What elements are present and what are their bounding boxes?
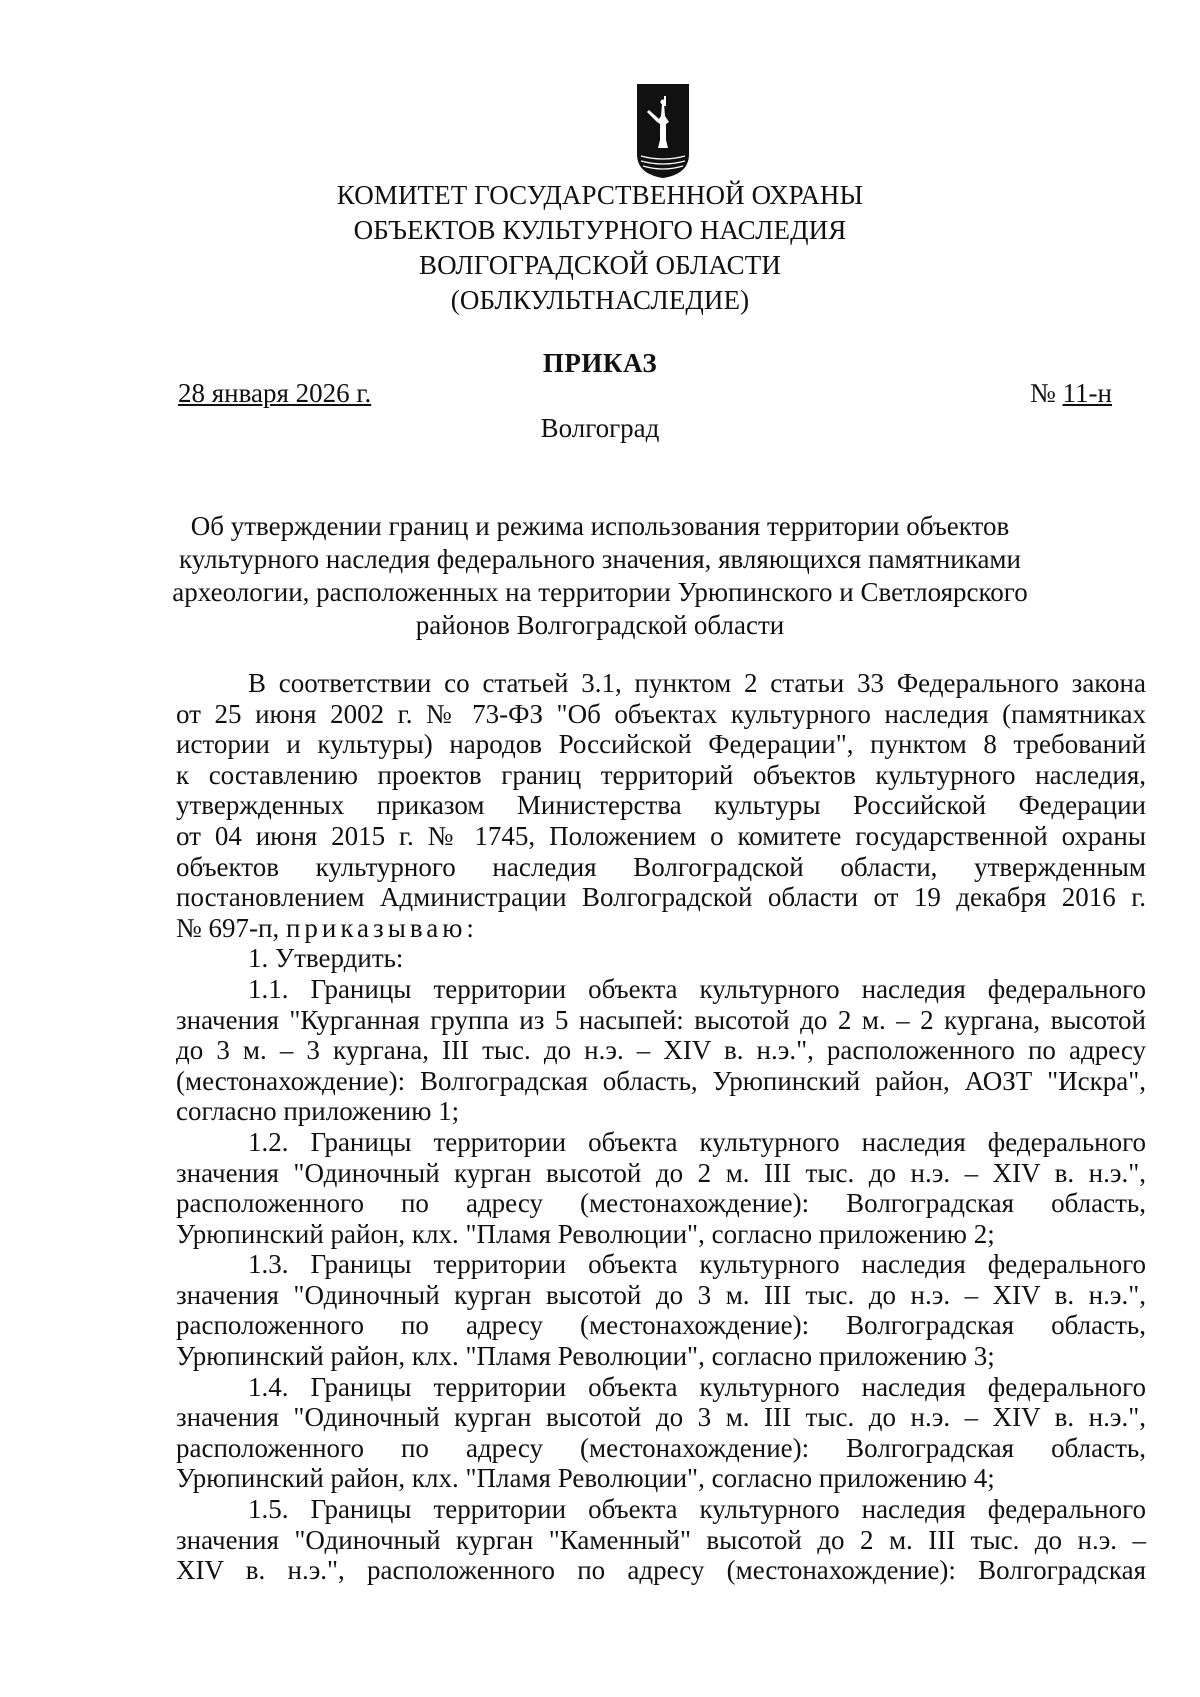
body-line: 1.1. Границы территории объекта культурного наследия федерального [248, 973, 1146, 1004]
body-line: значения "Одиночный курган высотой до 3 м. III тыс. до н.э. – XIV в. н.э.", [176, 1402, 1146, 1433]
body-line: Урюпинский район, клх. "Пламя Революции", согласно приложению 4; [176, 1463, 995, 1494]
body-line: утвержденных приказом Министерства культуры Российской Федерации [176, 790, 1146, 821]
body-line: Урюпинский район, клх. "Пламя Революции", согласно приложению 3; [176, 1341, 995, 1372]
item-1-1 [176, 974, 1146, 1127]
document-city: Волгоград [540, 413, 660, 443]
body-line: 1.3. Границы территории объекта культурного наследия федерального [248, 1249, 1146, 1280]
decree-line [176, 913, 1146, 944]
body-line: значения "Курганная группа из 5 насыпей: высотой до 2 м. – 2 кургана, высотой [176, 1004, 1146, 1035]
body-line: от 04 июня 2015 г. № 1745, Положением о комитете государственной охраны [176, 820, 1146, 851]
document-title [150, 510, 1050, 642]
body-line: к составлению проектов границ территорий объектов культурного наследия, [176, 759, 1146, 790]
document-body [176, 668, 1146, 1586]
body-line: 1.4. Границы территории объекта культурного наследия федерального [248, 1371, 1146, 1402]
body-line: значения "Одиночный курган высотой до 3 м. III тыс. до н.э. – XIV в. н.э.", [176, 1279, 1146, 1310]
org-line: ОБЪЕКТОВ КУЛЬТУРНОГО НАСЛЕДИЯ [353, 215, 847, 245]
org-line: ВОЛГОГРАДСКОЙ ОБЛАСТИ [419, 250, 781, 280]
body-line: от 25 июня 2002 г. № 73-ФЗ "Об объектах культурного наследия (памятниках [176, 698, 1146, 729]
body-line: расположенного по адресу (местонахождение): Волгоградская область, [176, 1432, 1146, 1463]
body-line: 1.2. Границы территории объекта культурного наследия федерального [248, 1126, 1146, 1157]
title-line: культурного наследия федерального значения, являющихся памятниками [179, 544, 1021, 574]
title-line: районов Волгоградской области [415, 610, 785, 640]
item-1-2 [176, 1127, 1146, 1249]
document-type: ПРИКАЗ [542, 348, 658, 378]
body-line: 1.5. Границы территории объекта культурного наследия федерального [248, 1494, 1146, 1525]
body-line: постановлением Администрации Волгоградской области от 19 декабря 2016 г. [176, 882, 1146, 913]
title-line: Об утверждении границ и режима использования территории объектов [190, 511, 1010, 541]
coat-of-arms-icon [635, 82, 691, 180]
decree-word: приказываю: [285, 912, 478, 943]
number-prefix: № [1030, 378, 1063, 408]
body-line: Урюпинский район, клх. "Пламя Революции", согласно приложению 2; [176, 1218, 995, 1249]
organization-name [0, 178, 1200, 318]
document-date: 28 января 2026 г. [178, 378, 372, 408]
org-line: (ОБЛКУЛЬТНАСЛЕДИЕ) [450, 285, 750, 315]
preamble-paragraph [176, 668, 1146, 943]
body-line: значения "Одиночный курган высотой до 2 м. III тыс. до н.э. – XIV в. н.э.", [176, 1157, 1146, 1188]
body-line: согласно приложению 1; [176, 1096, 460, 1127]
item-1-5 [176, 1494, 1146, 1586]
body-line: расположенного по адресу (местонахождение): Волгоградская область, [176, 1188, 1146, 1219]
body-line: истории и культуры) народов Российской Федерации", пунктом 8 требований [176, 729, 1146, 760]
document-number [1030, 378, 1112, 409]
body-line: до 3 м. – 3 кургана, III тыс. до н.э. – XIV в. н.э.", расположенного по адресу [176, 1035, 1146, 1066]
org-line: КОМИТЕТ ГОСУДАРСТВЕННОЙ ОХРАНЫ [336, 180, 864, 210]
item-1: 1. Утвердить: [248, 943, 404, 974]
body-line: В соответствии со статьей 3.1, пунктом 2 статьи 33 Федерального закона [248, 668, 1146, 698]
title-line: археологии, расположенных на территории Урюпинского и Светлоярского [172, 577, 1028, 607]
body-line: значения "Одиночный курган "Каменный" высотой до 2 м. III тыс. до н.э. – [176, 1524, 1146, 1555]
body-line: объектов культурного наследия Волгоградской области, утвержденным [176, 851, 1146, 882]
number-value: 11-н [1062, 378, 1112, 408]
body-line: XIV в. н.э.", расположенного по адресу (местонахождение): Волгоградская [176, 1555, 1146, 1586]
item-1-3 [176, 1249, 1146, 1371]
item-1-4 [176, 1372, 1146, 1494]
body-line: (местонахождение): Волгоградская область, Урюпинский район, АОЗТ "Искра", [176, 1065, 1146, 1096]
decree-prefix: № 697-п, [176, 912, 286, 943]
body-line: расположенного по адресу (местонахождение): Волгоградская область, [176, 1310, 1146, 1341]
